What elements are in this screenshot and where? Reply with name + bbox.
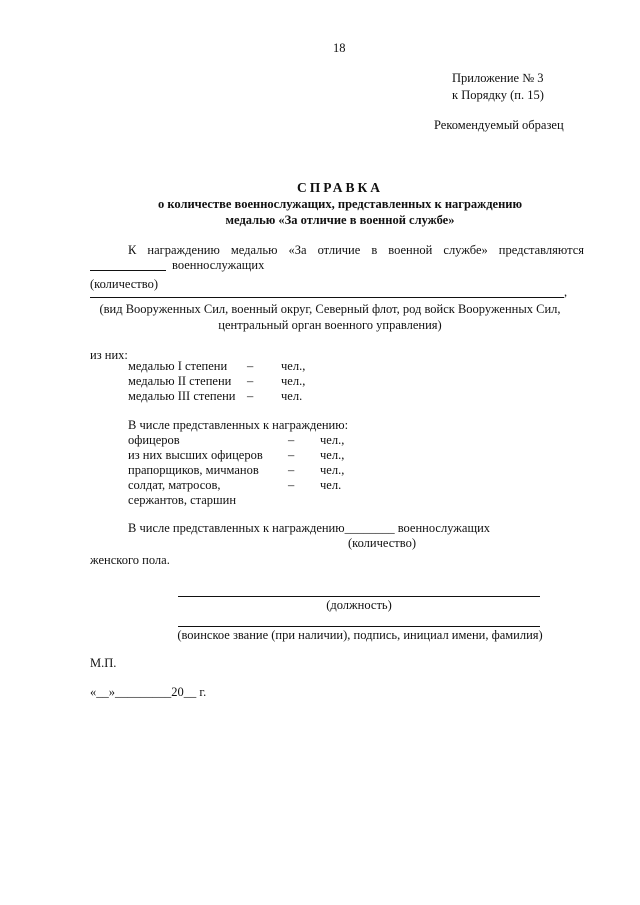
rank-3-unit: чел., [320,463,345,477]
rank-5-label: сержантов, старшин [128,493,237,507]
of-them-label: из них: [90,348,128,362]
female-qty-caption: (количество) [348,536,416,550]
female-text: В числе представленных к награждению________ военнослужащих [128,521,491,535]
intro-text: К награждению медалью «За отличие в военной службе» представляются [128,243,584,257]
rank-3-label: прапорщиков, мичманов [128,463,259,477]
degree-1-unit: чел., [281,359,306,373]
position-caption: (должность) [326,598,392,612]
degree-3-unit: чел. [281,389,303,403]
date-line: «__»_________20__ г. [90,685,207,699]
rank-2-dash: – [288,448,295,462]
rank-4-dash: – [288,478,295,492]
stamp-label: М.П. [90,656,117,670]
degree-3-dash: – [247,389,254,403]
among-heading: В числе представленных к награждению: [128,418,349,432]
branch-blank-line [90,297,564,298]
branch-comma: , [564,285,568,299]
degree-2-dash: – [247,374,254,388]
title-line-1: о количестве военнослужащих, представленных к награждению [157,197,523,211]
rank-1-label: офицеров [128,433,180,447]
degree-2-unit: чел., [281,374,306,388]
degree-2-label: медалью II степени [128,374,232,388]
title-line-2: медалью «За отличие в военной службе» [225,213,455,227]
rank-2-label: из них высших офицеров [128,448,263,462]
rank-4-label: солдат, матросов, [128,478,221,492]
intro-servicemen: военнослужащих [172,258,265,272]
degree-1-label: медалью I степени [128,359,228,373]
rank-4-unit: чел. [320,478,342,492]
rank-1-unit: чел., [320,433,345,447]
position-signature-line [178,596,540,597]
degree-1-dash: – [247,359,254,373]
appendix-line-2: к Порядку (п. 15) [452,88,544,102]
recommended-sample: Рекомендуемый образец [434,118,564,132]
appendix-line-1: Приложение № 3 [452,71,544,85]
page-number: 18 [333,41,346,55]
rank-caption: (воинское звание (при наличии), подпись, инициал имени, фамилия) [177,628,543,642]
branch-caption-2: центральный орган военного управления) [218,318,442,332]
rank-signature-line [178,626,540,627]
quantity-caption: (количество) [90,277,158,291]
rank-1-dash: – [288,433,295,447]
branch-caption-1: (вид Вооруженных Сил, военный округ, Северный флот, род войск Вооруженных Сил, [99,302,561,316]
quantity-blank-line [90,270,166,271]
rank-3-dash: – [288,463,295,477]
document-title: СПРАВКА [296,180,384,195]
rank-2-unit: чел., [320,448,345,462]
female-tail: женского пола. [90,553,170,567]
degree-3-label: медалью III степени [128,389,236,403]
